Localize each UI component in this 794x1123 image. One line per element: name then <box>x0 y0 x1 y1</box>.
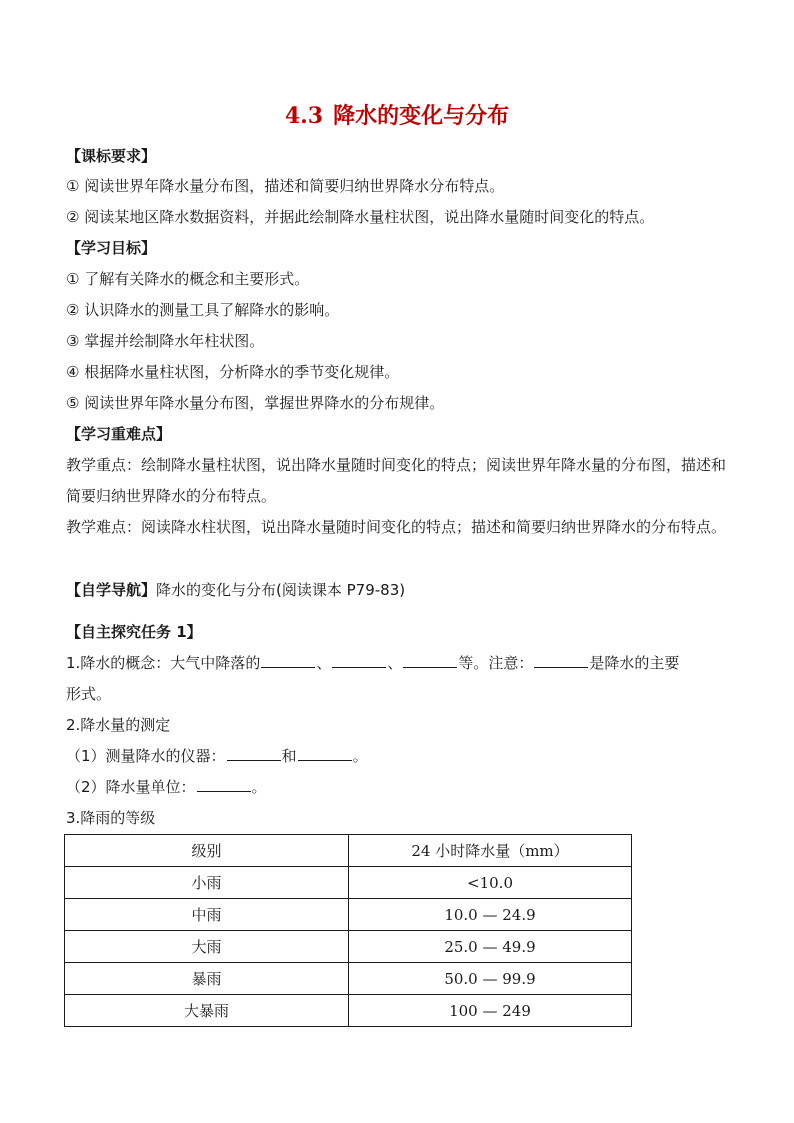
table-row <box>65 867 632 899</box>
curriculum-item-2: ② 阅读某地区降水数据资料，并据此绘制降水量柱状图，说出降水量随时间变化的特点。 <box>66 208 655 226</box>
question-1-suffix: 是降水的主要 <box>589 654 680 672</box>
guide-line <box>66 580 405 600</box>
question-1-line <box>66 653 679 673</box>
question-1-tail: 形式。 <box>66 685 112 703</box>
answer-blank[interactable] <box>197 777 251 792</box>
title-number: 4.3 <box>284 103 324 129</box>
separator: 、 <box>316 654 332 672</box>
table-cell-amount: <10.0 <box>349 867 632 899</box>
table-cell-amount: 25.0 — 49.9 <box>349 931 632 963</box>
separator: 、 <box>387 654 403 672</box>
question-2-2-line <box>66 777 267 797</box>
teaching-focus: 教学重点：绘制降水量柱状图，说出降水量随时间变化的特点；阅读世界年降水量的分布图，描述和简要归纳世界降水的分布特点。 <box>66 456 727 505</box>
table-header-level: 级别 <box>65 835 349 867</box>
objective-item-1: ① 了解有关降水的概念和主要形式。 <box>66 270 310 288</box>
answer-blank[interactable] <box>403 653 457 668</box>
question-2-1-prefix: （1）测量降水的仪器： <box>66 747 226 765</box>
question-1-mid: 等。注意： <box>458 654 534 672</box>
table-row <box>65 995 632 1027</box>
curriculum-heading: 【课标要求】 <box>66 147 157 165</box>
period: 。 <box>352 747 368 765</box>
period: 。 <box>251 778 267 796</box>
question-1-prefix: 1.降水的概念：大气中降落的 <box>66 654 261 672</box>
title-text: 降水的变化与分布 <box>333 103 510 129</box>
guide-text: 降水的变化与分布(阅读课本 P79-83) <box>156 581 406 599</box>
teaching-difficulty: 教学难点：阅读降水柱状图，说出降水量随时间变化的特点；描述和简要归纳世界降水的分布特点。 <box>66 518 727 536</box>
guide-heading: 【自学导航】 <box>66 581 157 599</box>
question-2-1-line <box>66 746 368 766</box>
objective-item-5: ⑤ 阅读世界年降水量分布图，掌握世界降水的分布规律。 <box>66 394 445 412</box>
table-row <box>65 963 632 995</box>
answer-blank[interactable] <box>261 653 315 668</box>
table-cell-level: 中雨 <box>65 899 349 931</box>
table-cell-amount: 100 — 249 <box>349 995 632 1027</box>
key-points-heading: 【学习重难点】 <box>66 425 172 443</box>
question-2-2-prefix: （2）降水量单位： <box>66 778 196 796</box>
table-cell-level: 小雨 <box>65 867 349 899</box>
objective-item-3: ③ 掌握并绘制降水年柱状图。 <box>66 332 265 350</box>
table-header-row <box>65 835 632 867</box>
objective-item-4: ④ 根据降水量柱状图，分析降水的季节变化规律。 <box>66 363 400 381</box>
task1-heading: 【自主探究任务 1】 <box>66 623 202 641</box>
answer-blank[interactable] <box>298 746 352 761</box>
table-cell-amount: 50.0 — 99.9 <box>349 963 632 995</box>
objective-item-2: ② 认识降水的测量工具了解降水的影响。 <box>66 301 340 319</box>
page-title <box>0 101 794 131</box>
table-header-precipitation: 24 小时降水量（mm） <box>349 835 632 867</box>
curriculum-item-1: ① 阅读世界年降水量分布图，描述和简要归纳世界降水分布特点。 <box>66 177 505 195</box>
table-cell-level: 大雨 <box>65 931 349 963</box>
question-2-title: 2.降水量的测定 <box>66 716 171 734</box>
table-cell-amount: 10.0 — 24.9 <box>349 899 632 931</box>
objectives-heading: 【学习目标】 <box>66 239 157 257</box>
answer-blank[interactable] <box>227 746 281 761</box>
answer-blank[interactable] <box>534 653 588 668</box>
table-cell-level: 大暴雨 <box>65 995 349 1027</box>
answer-blank[interactable] <box>332 653 386 668</box>
table-row <box>65 899 632 931</box>
conjunction: 和 <box>281 747 297 765</box>
rain-level-table <box>64 834 632 1027</box>
table-cell-level: 暴雨 <box>65 963 349 995</box>
table-row <box>65 931 632 963</box>
question-3-title: 3.降雨的等级 <box>66 809 156 827</box>
